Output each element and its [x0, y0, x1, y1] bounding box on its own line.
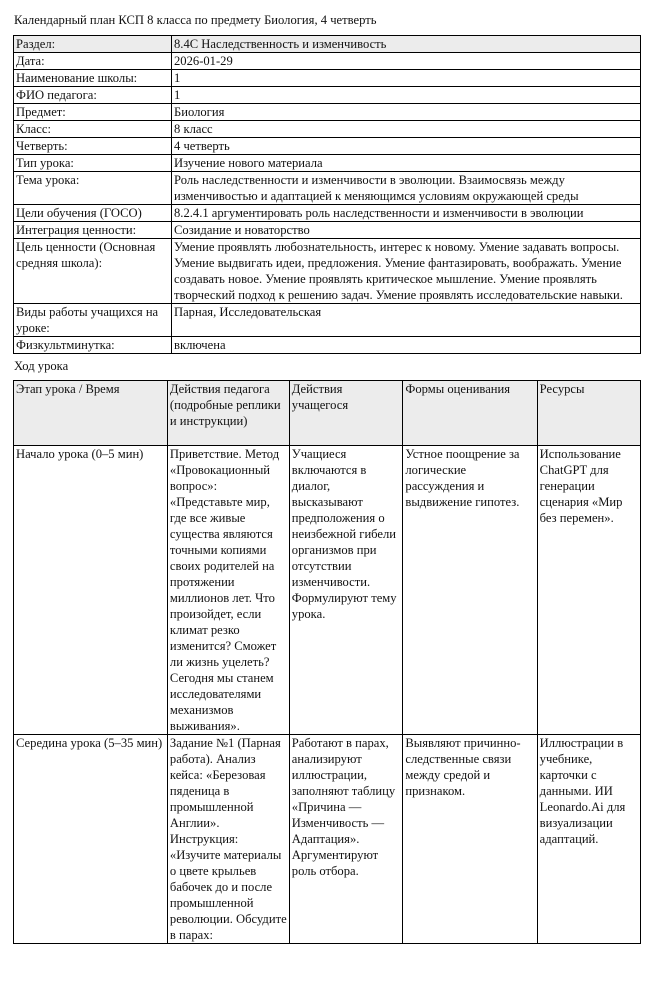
info-value: Умение проявлять любознательность, интерес к новому. Умение задавать вопросы. Умение выдвигать идеи, предложения. Умение фантазировать, воображать. Умение создавать новое. Умение проявлять критическое мышление. Умение проявлять творческий подход к решению задач. Умение проявлять исследовательские навыки.: [172, 239, 641, 304]
header-assessment: Формы оценивания: [403, 381, 537, 446]
course-row-start: [14, 446, 641, 735]
info-value: включена: [172, 337, 641, 354]
assessment-cell: Выявляют причинно-следственные связи между средой и признаком.: [403, 735, 537, 944]
info-row-date: [14, 53, 641, 70]
info-value: Изучение нового материала: [172, 155, 641, 172]
info-label: Класс:: [14, 121, 172, 138]
info-value: 4 четверть: [172, 138, 641, 155]
info-label: Раздел:: [14, 36, 172, 53]
info-value: Парная, Исследовательская: [172, 304, 641, 337]
stage-cell: Начало урока (0–5 мин): [14, 446, 168, 735]
course-section-title: Ход урока: [14, 359, 69, 373]
info-label: Интеграция ценности:: [14, 222, 172, 239]
info-row-value-goal: [14, 239, 641, 304]
info-value: 1: [172, 70, 641, 87]
lesson-course-table: [13, 380, 641, 944]
info-label: Виды работы учащихся на уроке:: [14, 304, 172, 337]
info-label: Цель ценности (Основная средняя школа):: [14, 239, 172, 304]
info-label: Тип урока:: [14, 155, 172, 172]
info-label: Физкультминутка:: [14, 337, 172, 354]
info-row-work-types: [14, 304, 641, 337]
course-row-middle: [14, 735, 641, 944]
resources-cell: Иллюстрации в учебнике, карточки с данными. ИИ Leonardo.Ai для визуализации адаптаций.: [537, 735, 640, 944]
info-row-lesson-type: [14, 155, 641, 172]
info-row-goals: [14, 205, 641, 222]
info-row-section: [14, 36, 641, 53]
info-row-value-integration: [14, 222, 641, 239]
resources-cell: Использование ChatGPT для генерации сценария «Мир без перемен».: [537, 446, 640, 735]
info-value: 8 класс: [172, 121, 641, 138]
info-value: Биология: [172, 104, 641, 121]
info-label: Тема урока:: [14, 172, 172, 205]
info-value: 1: [172, 87, 641, 104]
header-student-actions: Действия учащегося: [289, 381, 403, 446]
info-label: Предмет:: [14, 104, 172, 121]
info-value: Созидание и новаторство: [172, 222, 641, 239]
info-row-subject: [14, 104, 641, 121]
course-header-row: [14, 381, 641, 446]
teacher-actions-cell: Приветствие. Метод «Провокационный вопрос»: «Представьте мир, где все живые существа являются точными копиями своих родителей на протяжении миллионов лет. Что произойдет, если климат резко изменится? Сможет ли жизнь уцелеть? Сегодня мы станем исследователями механизмов выживания».: [167, 446, 289, 735]
header-teacher-actions: Действия педагога (подробные реплики и инструкции): [167, 381, 289, 446]
teacher-actions-cell: Задание №1 (Парная работа). Анализ кейса: «Березовая пяденица в промышленной Англии». Инструкция: «Изучите материалы о цвете крыльев бабочек до и после промышленной революции. Обсудите в парах:: [167, 735, 289, 944]
stage-cell: Середина урока (5–35 мин): [14, 735, 168, 944]
info-row-quarter: [14, 138, 641, 155]
info-row-physical-break: [14, 337, 641, 354]
info-label: Наименование школы:: [14, 70, 172, 87]
info-row-teacher: [14, 87, 641, 104]
student-actions-cell: Работают в парах, анализируют иллюстрации, заполняют таблицу «Причина — Изменчивость — Адаптация». Аргументируют роль отбора.: [289, 735, 403, 944]
info-label: ФИО педагога:: [14, 87, 172, 104]
info-label: Четверть:: [14, 138, 172, 155]
lesson-info-table: [13, 35, 641, 354]
student-actions-cell: Учащиеся включаются в диалог, высказывают предположения о неизбежной гибели организмов при отсутствии изменчивости. Формулируют тему урока.: [289, 446, 403, 735]
info-label: Дата:: [14, 53, 172, 70]
info-value: 8.2.4.1 аргументировать роль наследственности и изменчивости в эволюции: [172, 205, 641, 222]
info-value: Роль наследственности и изменчивости в эволюции. Взаимосвязь между изменчивостью и адаптацией к меняющимся условиям окружающей среды: [172, 172, 641, 205]
header-resources: Ресурсы: [537, 381, 640, 446]
assessment-cell: Устное поощрение за логические рассуждения и выдвижение гипотез.: [403, 446, 537, 735]
info-row-topic: [14, 172, 641, 205]
info-row-grade: [14, 121, 641, 138]
info-row-school: [14, 70, 641, 87]
header-stage: Этап урока / Время: [14, 381, 168, 446]
info-value: 2026-01-29: [172, 53, 641, 70]
document-title: Календарный план КСП 8 класса по предмету Биология, 4 четверть: [14, 13, 377, 27]
info-value: 8.4C Наследственность и изменчивость: [172, 36, 641, 53]
info-label: Цели обучения (ГОСО): [14, 205, 172, 222]
